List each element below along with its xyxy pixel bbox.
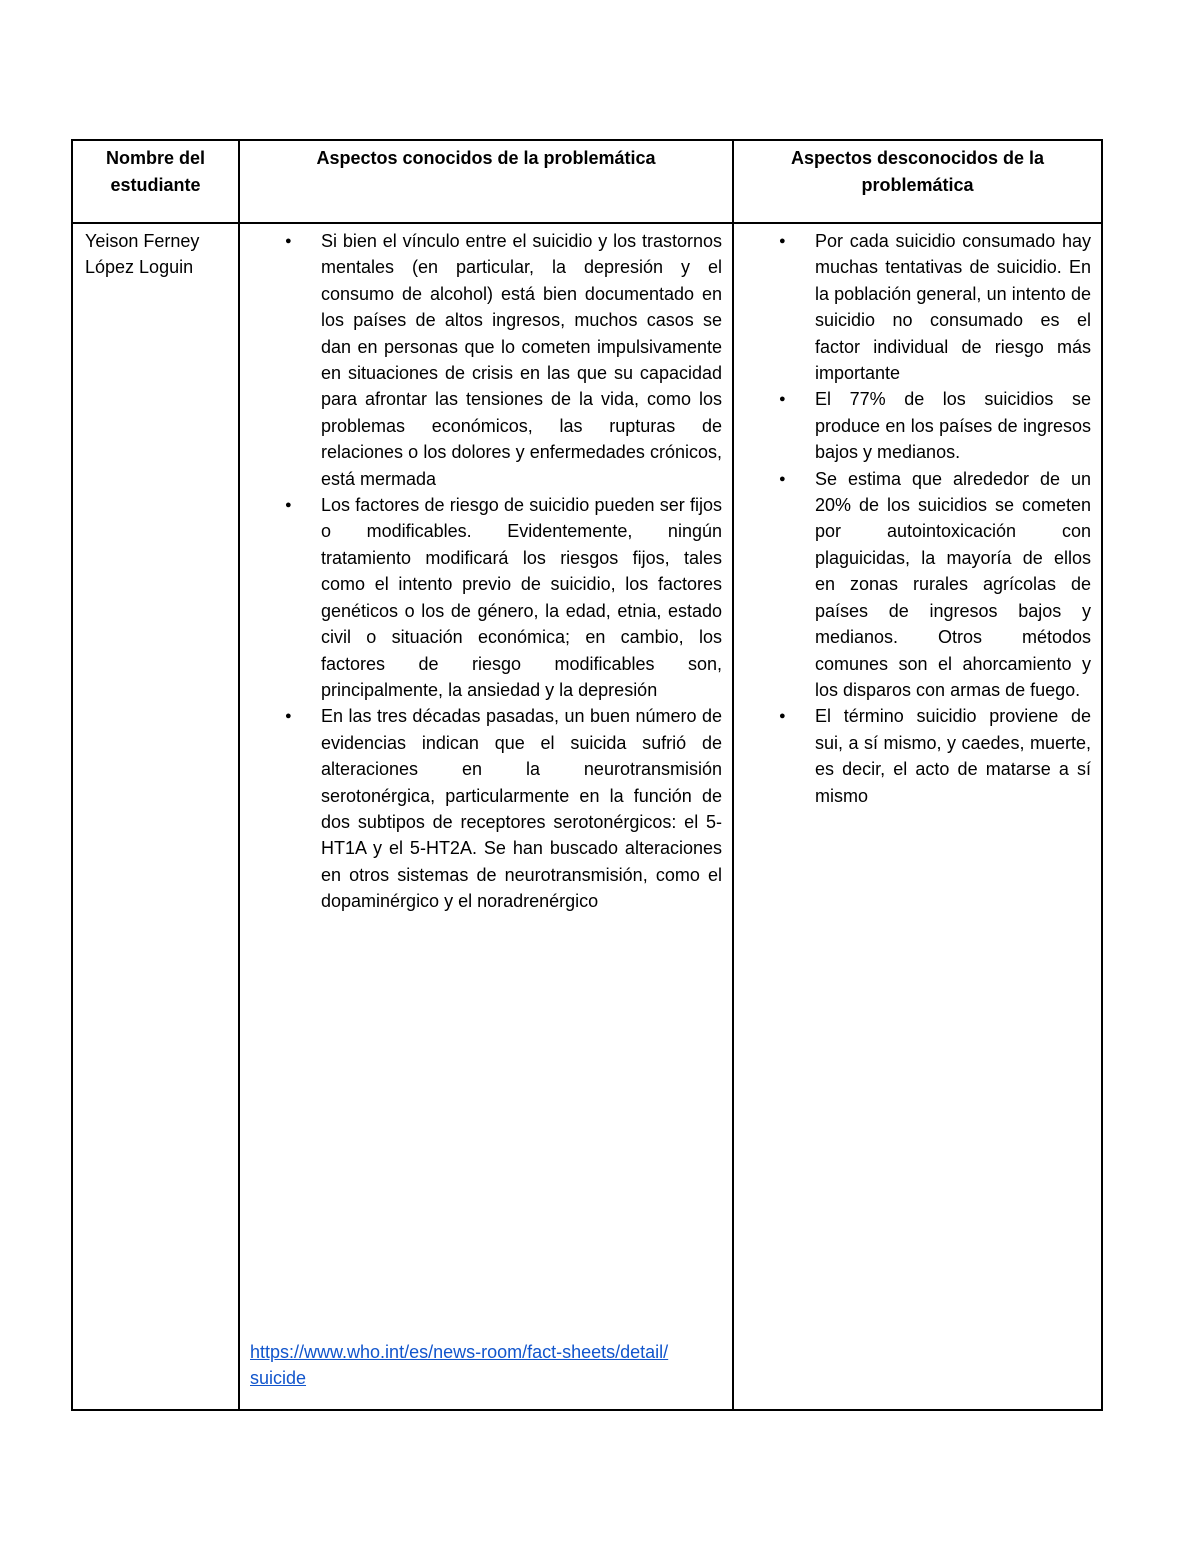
unknown-aspects-list xyxy=(734,228,1091,809)
student-name: Yeison Ferney López Loguin xyxy=(72,223,239,1410)
unknown-aspects-cell xyxy=(733,223,1102,1410)
header-student-name: Nombre del estudiante xyxy=(72,140,239,223)
known-aspects-cell xyxy=(239,223,733,1410)
header-known-aspects: Aspectos conocidos de la problemática xyxy=(239,140,733,223)
list-item: ● Por cada suicidio consumado hay muchas tentativas de suicidio. En la población general, un intento de suicidio no consumado es el factor individual de riesgo más importante xyxy=(734,228,1091,386)
list-item: ● Se estima que alrededor de un 20% de los suicidios se cometen por autointoxicación con plaguicidas, la mayoría de ellos en zonas rurales agrícolas de países de ingresos bajos y medianos. Otros métodos comunes son el ahorcamiento y los disparos con armas de fuego. xyxy=(734,466,1091,704)
list-item: ● En las tres décadas pasadas, un buen número de evidencias indican que el suicida sufrió de alteraciones en la neurotransmisión serotonérgica, particularmente en la función de dos subtipos de receptores serotonérgicos: el 5-HT1A y el 5-HT2A. Se han buscado alteraciones en otros sistemas de neurotransmisión, como el dopaminérgico y el noradrenérgico xyxy=(240,703,722,914)
header-row xyxy=(72,140,1102,223)
list-item: ● El 77% de los suicidios se produce en los países de ingresos bajos y medianos. xyxy=(734,386,1091,465)
list-item: ● Los factores de riesgo de suicidio pueden ser fijos o modificables. Evidentemente, ningún tratamiento modificará los riesgos fijos, tales como el intento previo de suicidio, los factores genéticos o los de género, la edad, etnia, estado civil o situación económica; en cambio, los factores de riesgo modificables son, principalmente, la ansiedad y la depresión xyxy=(240,492,722,703)
source-link[interactable]: https://www.who.int/es/news-room/fact-sheets/detail/suicide xyxy=(250,1342,669,1389)
list-item: ● El término suicidio proviene de sui, a sí mismo, y caedes, muerte, es decir, el acto de matarse a sí mismo xyxy=(734,703,1091,809)
known-aspects-list xyxy=(240,228,722,915)
list-item: ● Si bien el vínculo entre el suicidio y los trastornos mentales (en particular, la depresión y el consumo de alcohol) está bien documentado en los países de altos ingresos, muchos casos se dan en personas que lo cometen impulsivamente en situaciones de crisis en las que su capacidad para afrontar las tensiones de la vida, como los problemas económicos, las rupturas de relaciones o los dolores y enfermedades crónicos, está mermada xyxy=(240,228,722,492)
problem-aspects-table xyxy=(71,139,1103,1411)
header-unknown-aspects: Aspectos desconocidos de la problemática xyxy=(733,140,1102,223)
student-row xyxy=(72,223,1102,1410)
